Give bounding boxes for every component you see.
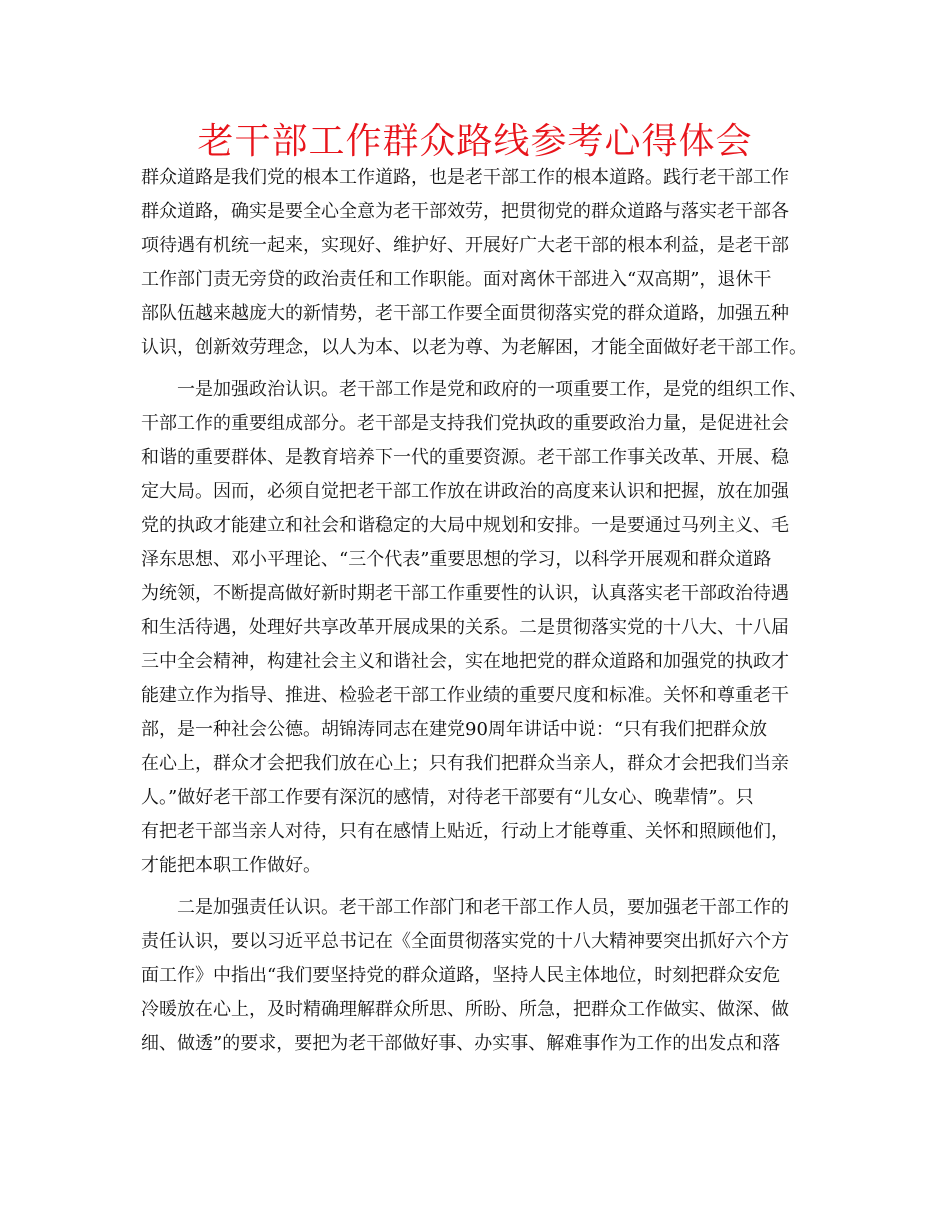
paragraph-line: 有把老干部当亲人对待，只有在感情上贴近，行动上才能尊重、关怀和照顾他们， [141,821,789,842]
paragraph-line: 为统领，不断提高做好新时期老干部工作重要性的认识，认真落实老干部政治待遇 [141,583,789,604]
paragraph-line: 冷暖放在心上，及时精确理解群众所思、所盼、所急，把群众工作做实、做深、做 [141,999,789,1020]
paragraph-line: 能建立作为指导、推进、检验老干部工作业绩的重要尺度和标准。关怀和尊重老干 [141,685,789,706]
paragraph-line: 责任认识，要以习近平总书记在《全面贯彻落实党的十八大精神要突出抓好六个方 [141,931,789,952]
paragraph-line: 认识，创新效劳理念，以人为本、以老为尊、为老解困，才能全面做好老干部工作。 [141,337,807,358]
paragraph-line: 部队伍越来越庞大的新情势，老干部工作要全面贯彻落实党的群众道路，加强五种 [141,303,789,324]
paragraph-line: 定大局。因而，必须自觉把老干部工作放在讲政治的高度来认识和把握，放在加强 [141,481,789,502]
paragraph [141,161,821,365]
paragraph-line: 党的执政才能建立和社会和谐稳定的大局中规划和安排。一是要通过马列主义、毛 [141,515,789,536]
paragraph [141,373,821,883]
paragraph-line: 群众道路是我们党的根本工作道路，也是老干部工作的根本道路。践行老干部工作 [141,167,789,188]
paragraph-line: 泽东思想、邓小平理论、“三个代表”重要思想的学习，以科学开展观和群众道路 [141,549,772,570]
paragraph [141,891,821,1061]
paragraph-line: 二是加强责任认识。老干部工作部门和老干部工作人员，要加强老干部工作的 [177,897,789,918]
paragraph-line: 人。”做好老干部工作要有深沉的感情，对待老干部要有“儿女心、晚辈情”。只 [141,787,754,808]
paragraph-line: 群众道路，确实是要全心全意为老干部效劳，把贯彻党的群众道路与落实老干部各 [141,201,789,222]
paragraph-line: 三中全会精神，构建社会主义和谐社会，实在地把党的群众道路和加强党的执政才 [141,651,789,672]
paragraph-line: 细、做透”的要求，要把为老干部做好事、办实事、解难事作为工作的出发点和落 [141,1033,781,1054]
paragraph-line: 部，是一种社会公德。胡锦涛同志在建党90周年讲话中说：“只有我们把群众放 [141,719,768,740]
paragraph-line: 一是加强政治认识。老干部工作是党和政府的一项重要工作，是党的组织工作、 [177,379,807,400]
document-title: 老干部工作群众路线参考心得体会 [197,121,753,162]
paragraph-line: 在心上，群众才会把我们放在心上；只有我们把群众当亲人，群众才会把我们当亲 [141,753,789,774]
paragraph-line: 和谐的重要群体、是教育培养下一代的重要资源。老干部工作事关改革、开展、稳 [141,447,789,468]
document-body [141,161,821,1061]
paragraph-line: 才能把本职工作做好。 [141,855,321,876]
paragraph-line: 和生活待遇，处理好共享改革开展成果的关系。二是贯彻落实党的十八大、十八届 [141,617,789,638]
paragraph-gap [141,883,821,891]
paragraph-line: 项待遇有机统一起来，实现好、维护好、开展好广大老干部的根本利益，是老干部 [141,235,789,256]
paragraph-line: 面工作》中指出“我们要坚持党的群众道路，坚持人民主体地位，时刻把群众安危 [141,965,781,986]
paragraph-line: 干部工作的重要组成部分。老干部是支持我们党执政的重要政治力量，是促进社会 [141,413,789,434]
paragraph-line: 工作部门责无旁贷的政治责任和工作职能。面对离休干部进入“双高期”，退休干 [141,269,772,290]
paragraph-gap [141,365,821,373]
